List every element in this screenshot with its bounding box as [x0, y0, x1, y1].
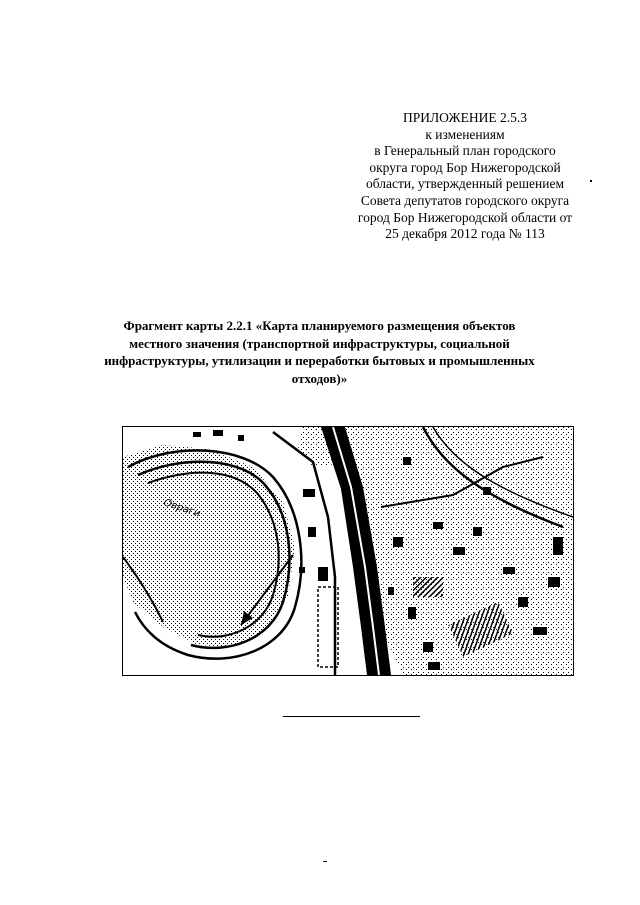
hatched-block	[413, 577, 443, 597]
appendix-line: Совета депутатов городского округа	[360, 192, 570, 208]
appendix-date-line: 25 декабря 2012 года № 113	[385, 226, 545, 242]
appendix-block	[340, 110, 590, 243]
map-image	[123, 427, 573, 675]
heading-line: местного значения (транспортной инфраструктуры, социальной	[129, 335, 510, 351]
scan-speck	[590, 180, 592, 182]
signature-line	[283, 716, 420, 717]
appendix-line: округа город Бор Нижегородской	[369, 159, 561, 175]
heading-line: инфраструктуры, утилизации и переработки бытовых и промышленных	[104, 353, 535, 368]
heading-line: отходов)»	[291, 370, 348, 386]
ravine-area	[123, 445, 295, 647]
appendix-title: ПРИЛОЖЕНИЕ 2.5.3	[402, 110, 528, 125]
ravine-label: Овраги	[162, 497, 202, 520]
scan-speck	[323, 861, 327, 862]
appendix-line: в Генеральный план городского	[374, 143, 556, 159]
appendix-line: к изменениям	[425, 126, 505, 142]
map-fragment	[122, 426, 574, 676]
heading-line: Фрагмент карты 2.2.1 «Карта планируемого размещения объектов	[123, 318, 516, 333]
appendix-line: город Бор Нижегородской области от	[357, 209, 573, 225]
appendix-line: области, утвержденный решением	[366, 176, 564, 192]
map-fragment-heading	[92, 317, 547, 387]
